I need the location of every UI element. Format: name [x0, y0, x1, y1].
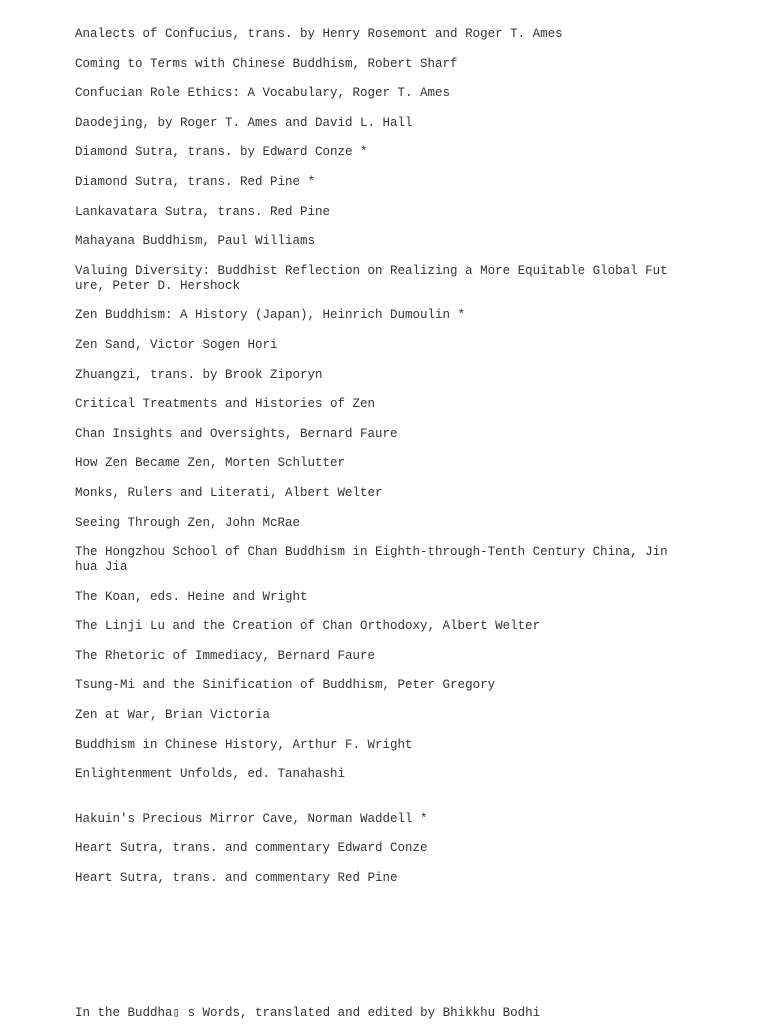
list-item: Zen Buddhism: A History (Japan), Heinrich Dumoulin *: [75, 308, 466, 323]
list-item: Tsung-Mi and the Sinification of Buddhism, Peter Gregory: [75, 678, 496, 693]
list-item: Buddhism in Chinese History, Arthur F. Wright: [75, 737, 413, 752]
list-item: Monks, Rulers and Literati, Albert Welter: [75, 485, 383, 500]
list-item: Enlightenment Unfolds, ed. Tanahashi: [75, 767, 346, 782]
list-item: The Linji Lu and the Creation of Chan Orthodoxy, Albert Welter: [75, 619, 541, 634]
list-item: Diamond Sutra, trans. by Edward Conze *: [75, 145, 368, 160]
list-item: Hakuin's Precious Mirror Cave, Norman Waddell *: [75, 811, 428, 826]
list-item: Critical Treatments and Histories of Zen: [75, 397, 376, 412]
list-item: How Zen Became Zen, Morten Schlutter: [75, 456, 346, 471]
list-item: Zhuangzi, trans. by Brook Ziporyn: [75, 367, 323, 382]
list-item: Daodejing, by Roger T. Ames and David L. Hall: [75, 115, 413, 130]
list-item: Valuing Diversity: Buddhist Reflection on Realizing a More Equitable Global Future, Peter D. Hershock: [75, 263, 668, 293]
list-item: Heart Sutra, trans. and commentary Red Pine: [75, 870, 398, 885]
list-item: Confucian Role Ethics: A Vocabulary, Roger T. Ames: [75, 86, 451, 101]
book-list: [75, 27, 675, 901]
list-item: Zen Sand, Victor Sogen Hori: [75, 337, 278, 352]
list-item: Lankavatara Sutra, trans. Red Pine: [75, 204, 331, 219]
list-item: The Rhetoric of Immediacy, Bernard Faure: [75, 648, 376, 663]
footer-list-item: In the Buddha▯ s Words, translated and edited by Bhikkhu Bodhi: [75, 1006, 541, 1020]
list-item: The Hongzhou School of Chan Buddhism in Eighth-through-Tenth Century China, Jinhua Jia: [75, 545, 668, 575]
list-item: Chan Insights and Oversights, Bernard Faure: [75, 426, 398, 441]
list-item: Zen at War, Brian Victoria: [75, 708, 271, 723]
list-item: Heart Sutra, trans. and commentary Edward Conze: [75, 841, 428, 856]
list-item: Seeing Through Zen, John McRae: [75, 515, 301, 530]
list-item: Coming to Terms with Chinese Buddhism, Robert Sharf: [75, 56, 458, 71]
list-item: Analects of Confucius, trans. by Henry Rosemont and Roger T. Ames: [75, 27, 563, 41]
list-item: Diamond Sutra, trans. Red Pine *: [75, 174, 316, 189]
list-item: Mahayana Buddhism, Paul Williams: [75, 234, 316, 249]
list-item: The Koan, eds. Heine and Wright: [75, 589, 308, 604]
